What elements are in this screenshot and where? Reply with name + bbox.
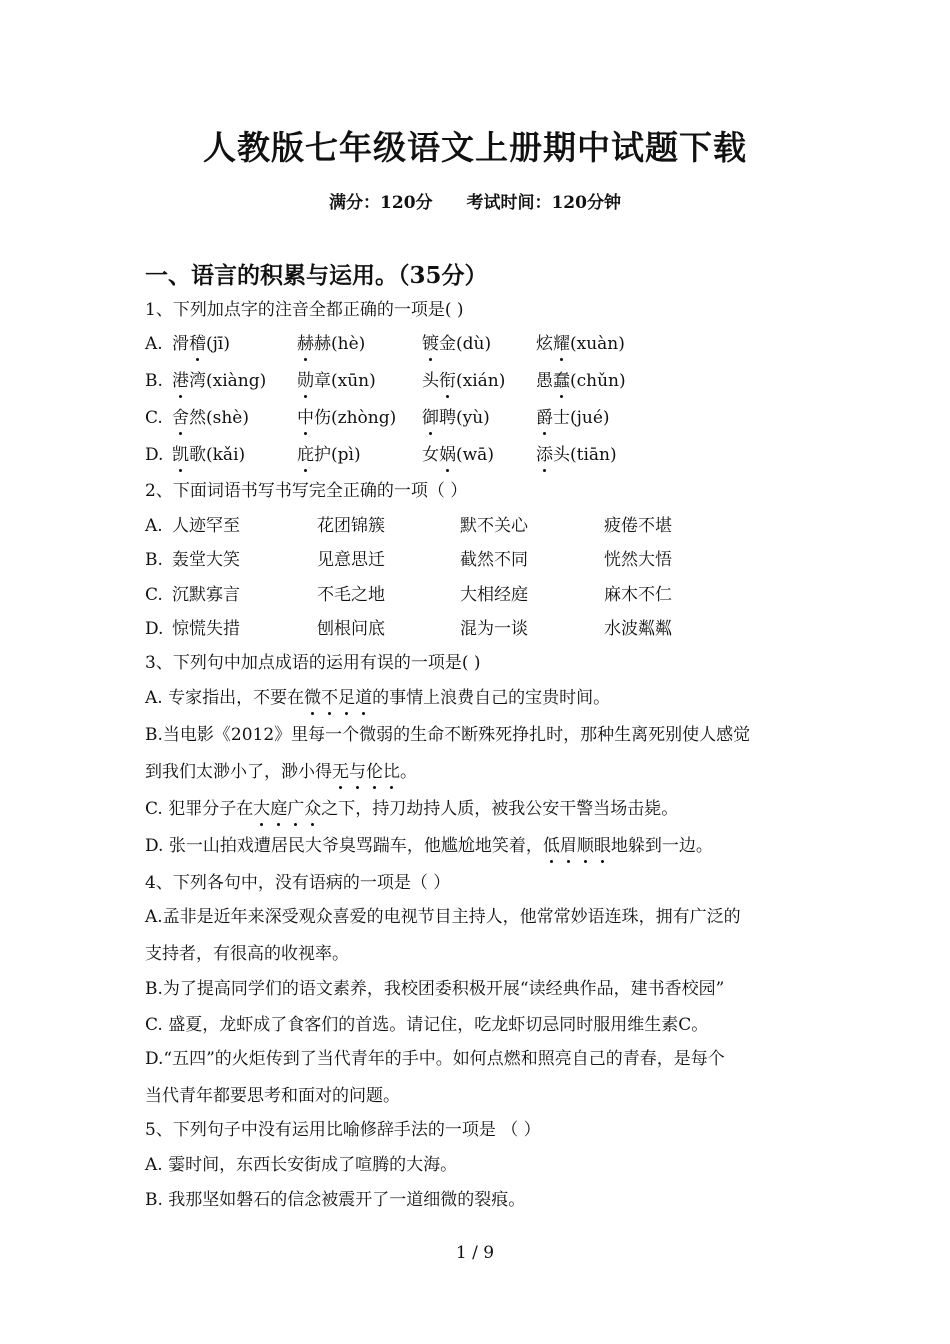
option-label: A.	[145, 516, 163, 536]
dotted-char: 眉	[559, 836, 577, 856]
dotted-char: 御	[422, 408, 439, 428]
question-4-option-d: D.“五四”的火炬传到了当代青年的手中。如何点燃和照亮自己的青春，是每个	[145, 1049, 725, 1069]
section-heading: 一、语言的积累与运用。（35分）	[145, 262, 488, 289]
question-4-option-a: A.孟非是近年来深受观众喜爱的电视节目主持人，他常常妙语连珠，拥有广泛的	[145, 907, 741, 927]
item-text: 然(shè)	[189, 408, 249, 428]
item-text: 炫	[536, 334, 553, 354]
pinyin-item	[536, 443, 617, 467]
dotted-char: 低	[542, 836, 560, 856]
word-item: 花团锦簇	[317, 516, 385, 536]
dotted-idiom	[332, 762, 400, 782]
option-label: D.	[145, 445, 164, 465]
pinyin-item	[172, 406, 249, 430]
word-item: 麻木不仁	[604, 585, 672, 605]
word-item: 轰堂大笑	[172, 550, 240, 570]
item-text: (wā)	[456, 445, 494, 465]
item-text: (jī)	[206, 334, 230, 354]
pinyin-item	[297, 443, 361, 467]
dotted-char: 赫	[297, 334, 314, 354]
word-item: 沉默寡言	[172, 585, 240, 605]
option-text: 地躲到一边。	[610, 836, 713, 856]
question-4-option-c: C. 盛夏，龙虾成了食客们的首选。请记住，吃龙虾切忌同时服用维生素C。	[145, 1015, 709, 1035]
item-text: 歌(kǎi)	[189, 445, 246, 465]
option-label: A.	[145, 334, 163, 354]
question-4-stem: 4、下列各句中，没有语病的一项是（ ）	[145, 873, 451, 893]
option-label: C.	[145, 408, 163, 428]
pinyin-item	[297, 369, 376, 393]
pinyin-item	[422, 332, 491, 356]
item-text: 头(tiān)	[553, 445, 617, 465]
option-text: 。	[400, 762, 417, 782]
word-item: 不毛之地	[317, 585, 385, 605]
word-item: 混为一谈	[460, 619, 528, 639]
question-4-option-a-cont: 支持者，有很高的收视率。	[145, 944, 349, 964]
pinyin-item	[536, 369, 626, 393]
pinyin-item	[297, 406, 396, 430]
option-text: D. 张一山拍戏遭居民大爷臭骂踹车，他尴尬地笑着，	[145, 836, 543, 856]
item-text: 章(xūn)	[314, 371, 376, 391]
dotted-char: 舍	[172, 408, 189, 428]
word-item: 惊慌失措	[172, 619, 240, 639]
item-text: 湾(xiàng)	[189, 371, 267, 391]
dotted-char: 中	[297, 408, 314, 428]
option-label: C.	[145, 585, 163, 605]
pinyin-item	[422, 406, 490, 430]
dotted-char: 勋	[297, 371, 314, 391]
pinyin-item	[536, 332, 625, 356]
pinyin-item	[422, 443, 494, 467]
dotted-char: 不	[321, 688, 339, 708]
dotted-char: 凯	[172, 445, 189, 465]
item-text: 金(dù)	[439, 334, 492, 354]
question-3-option-b-cont	[145, 760, 417, 784]
item-text: 伤(zhòng)	[314, 408, 397, 428]
question-3-option-c	[145, 797, 678, 821]
option-text: C. 犯罪分子在	[145, 799, 254, 819]
question-3-option-b: B.当电影《2012》里每一个微弱的生命不断殊死挣扎时，那种生离死别使人感觉	[145, 725, 751, 745]
dotted-char: 港	[172, 371, 189, 391]
dotted-idiom	[304, 688, 372, 708]
dotted-char: 无	[332, 762, 349, 782]
word-item: 截然不同	[460, 550, 528, 570]
question-3-option-d	[145, 834, 713, 858]
page-number: 1 / 9	[455, 1243, 495, 1263]
dotted-char: 眼	[593, 836, 611, 856]
dotted-char: 娲	[439, 445, 456, 465]
item-text: 愚	[536, 371, 553, 391]
dotted-idiom	[253, 799, 321, 819]
item-text: 头	[422, 371, 439, 391]
exam-info	[0, 188, 950, 213]
question-5-option-b: B. 我那坚如磐石的信念被震开了一道细微的裂痕。	[145, 1190, 526, 1210]
dotted-char: 庭	[270, 799, 288, 819]
item-text: 聘(yù)	[439, 408, 490, 428]
dotted-char: 稽	[189, 334, 206, 354]
question-4-option-d-cont: 当代青年都要思考和面对的问题。	[145, 1086, 400, 1106]
option-label: B.	[145, 371, 163, 391]
dotted-char: 微	[304, 688, 322, 708]
question-5-option-a: A. 霎时间，东西长安街成了喧腾的大海。	[145, 1155, 458, 1175]
pinyin-item	[172, 443, 245, 467]
dotted-char: 众	[304, 799, 322, 819]
item-text: 赫(hè)	[314, 334, 366, 354]
dotted-char: 衔	[439, 371, 456, 391]
dotted-char: 添	[536, 445, 553, 465]
option-text: 之下，持刀劫持人质，被我公安干警当场击毙。	[321, 799, 679, 819]
dotted-char: 足	[338, 688, 356, 708]
item-text: (xuàn)	[570, 334, 625, 354]
word-item: 默不关心	[460, 516, 528, 536]
dotted-char: 与	[349, 762, 366, 782]
word-item: 刨根问底	[317, 619, 385, 639]
pinyin-item	[297, 332, 365, 356]
word-item: 见意思迁	[317, 550, 385, 570]
question-4-option-b: B.为了提高同学们的语文素养，我校团委积极开展“读经典作品，建书香校园”	[145, 979, 725, 999]
question-2-stem: 2、下面词语书写书写完全正确的一项（ ）	[145, 481, 468, 501]
item-text: (chǔn)	[570, 371, 626, 391]
question-5-stem: 5、下列句子中没有运用比喻修辞手法的一项是 （ ）	[145, 1120, 541, 1140]
word-item: 疲倦不堪	[604, 516, 672, 536]
dotted-char: 庇	[297, 445, 314, 465]
option-label: B.	[145, 550, 163, 570]
word-item: 人迹罕至	[172, 516, 240, 536]
word-item: 恍然大悟	[604, 550, 672, 570]
pinyin-item	[172, 332, 230, 356]
option-text: A. 专家指出，不要在	[145, 688, 305, 708]
pinyin-item	[536, 406, 610, 430]
dotted-char: 顺	[576, 836, 594, 856]
word-item: 水波粼粼	[604, 619, 672, 639]
dotted-char: 镀	[422, 334, 439, 354]
dotted-char: 蠢	[553, 371, 570, 391]
question-3-stem: 3、下列句中加点成语的运用有误的一项是( )	[145, 653, 481, 673]
word-item: 大相经庭	[460, 585, 528, 605]
dotted-char: 广	[287, 799, 305, 819]
page-title: 人教版七年级语文上册期中试题下载	[203, 128, 747, 167]
item-text: 滑	[172, 334, 189, 354]
dotted-char: 爵	[536, 408, 553, 428]
question-3-option-a	[145, 686, 610, 710]
full-score: 满分：120分	[329, 193, 433, 213]
option-text: 的事情上浪费自己的宝贵时间。	[372, 688, 611, 708]
item-text: 护(pì)	[314, 445, 361, 465]
dotted-idiom	[543, 836, 611, 856]
option-label: D.	[145, 619, 164, 639]
dotted-char: 比	[383, 762, 400, 782]
dotted-char: 伦	[366, 762, 383, 782]
option-text: 到我们太渺小了，渺小得	[145, 762, 332, 782]
dotted-char: 大	[253, 799, 271, 819]
item-text: 士(jué)	[553, 408, 610, 428]
dotted-char: 道	[355, 688, 373, 708]
pinyin-item	[172, 369, 266, 393]
exam-time: 考试时间：120分钟	[466, 193, 621, 213]
dotted-char: 耀	[553, 334, 570, 354]
item-text: (xián)	[456, 371, 506, 391]
pinyin-item	[422, 369, 505, 393]
question-1-stem: 1、下列加点字的注音全都正确的一项是( )	[145, 300, 464, 320]
item-text: 女	[422, 445, 439, 465]
